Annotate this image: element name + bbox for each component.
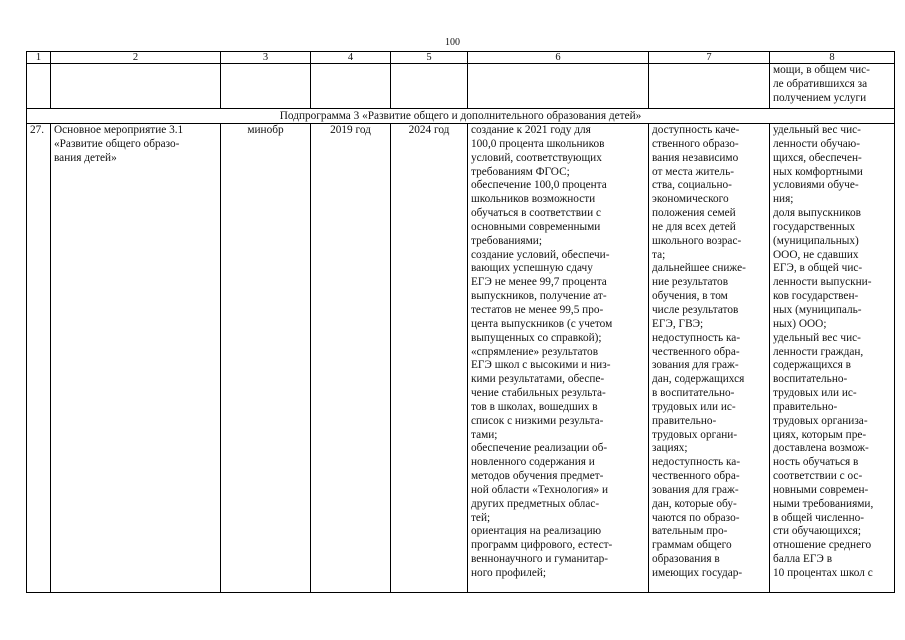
text-line: новными современ- bbox=[773, 483, 869, 496]
text-line: ленности выпускни- bbox=[773, 276, 872, 289]
indicator-cell bbox=[770, 124, 895, 593]
text-line: содержащихся в bbox=[773, 359, 852, 372]
text-line: обучения, в том bbox=[652, 290, 728, 303]
column-number: 7 bbox=[649, 52, 770, 64]
text-line: ле обратившихся за bbox=[773, 77, 868, 90]
text-line: ние результатов bbox=[652, 276, 729, 289]
text-line: создание к 2021 году для bbox=[471, 124, 591, 136]
column-number: 4 bbox=[311, 52, 391, 64]
text-line: кими результатами, обеспе- bbox=[471, 373, 605, 386]
text-line: тестатов не менее 99,5 про- bbox=[471, 303, 604, 316]
executor-cell: минобр bbox=[221, 124, 311, 593]
text-line: доставлена возмож- bbox=[773, 442, 869, 455]
text-line: вательным про- bbox=[652, 525, 728, 538]
text-line: в общей численно- bbox=[773, 511, 865, 524]
text-line: циях, которым пре- bbox=[773, 428, 867, 441]
indicator-continuation-cell bbox=[770, 64, 895, 109]
text-line: новленного содержания и bbox=[471, 456, 595, 469]
text-line: чаются по образо- bbox=[652, 511, 740, 524]
text-line: выпущенных со справкой); bbox=[471, 331, 602, 344]
text-line: вания независимо bbox=[652, 151, 739, 164]
text-line: ленности обучаю- bbox=[773, 137, 861, 150]
text-line: трудовых или ис- bbox=[773, 387, 857, 400]
text-line: трудовых организа- bbox=[773, 414, 868, 427]
column-number: 1 bbox=[27, 52, 51, 64]
text-line: удельный вес чис- bbox=[773, 331, 861, 344]
empty-cell bbox=[311, 64, 391, 109]
text-line: числе результатов bbox=[652, 303, 739, 316]
text-line: «Развитие общего образо- bbox=[54, 137, 180, 150]
column-number: 5 bbox=[391, 52, 468, 64]
text-line: ЕГЭ, в общей чис- bbox=[773, 262, 863, 275]
text-line: программ цифрового, естест- bbox=[471, 539, 613, 552]
start-year-cell: 2019 год bbox=[311, 124, 391, 593]
text-line: веннонаучного и гуманитар- bbox=[471, 553, 609, 566]
column-number: 2 bbox=[51, 52, 221, 64]
text-line: не для всех детей bbox=[652, 220, 736, 233]
text-line: дан, содержащихся bbox=[652, 373, 745, 386]
text-line: получением услуги bbox=[773, 91, 867, 104]
text-line: обеспечение 100,0 процента bbox=[471, 179, 607, 192]
text-line: обучаться в соответствии с bbox=[471, 207, 601, 220]
text-line: чественного обра- bbox=[652, 470, 740, 483]
text-line: 100,0 процента школьников bbox=[471, 137, 605, 150]
text-line: государственных bbox=[773, 220, 856, 233]
text-line: ных) ООО; bbox=[773, 317, 827, 330]
text-line: доля выпускников bbox=[773, 207, 862, 220]
text-line: трудовых или ис- bbox=[652, 400, 736, 413]
text-line: тами; bbox=[471, 428, 498, 441]
continuation-row bbox=[27, 64, 895, 109]
text-line: имеющих государ- bbox=[652, 567, 743, 579]
text-line: цента выпускников (с учетом bbox=[471, 317, 613, 330]
text-line: ЕГЭ школ с высокими и низ- bbox=[471, 359, 611, 372]
text-line: ленности граждан, bbox=[773, 345, 864, 358]
text-line: тей; bbox=[471, 511, 491, 524]
text-line: правительно- bbox=[652, 414, 717, 427]
text-line: в воспитательно- bbox=[652, 387, 735, 400]
text-line: трудовых органи- bbox=[652, 428, 738, 441]
text-line: щихся, обеспечен- bbox=[773, 151, 862, 164]
text-line: ными требованиями, bbox=[773, 497, 874, 510]
text-line: условий, соответствующих bbox=[471, 151, 602, 164]
text-line: сти обучающихся; bbox=[773, 525, 861, 538]
column-number: 8 bbox=[770, 52, 895, 64]
text-line: основными современными bbox=[471, 220, 601, 233]
text-line: вания детей» bbox=[54, 151, 117, 164]
text-line: тов в школах, вошедших в bbox=[471, 400, 598, 413]
text-line: (муниципальных) bbox=[773, 234, 859, 247]
text-line: школьного возрас- bbox=[652, 234, 742, 247]
empty-cell bbox=[27, 64, 51, 109]
column-number: 3 bbox=[221, 52, 311, 64]
text-line: ков государствен- bbox=[773, 290, 859, 303]
text-line: соответствии с ос- bbox=[773, 470, 863, 483]
column-number-row bbox=[27, 52, 895, 64]
expected-result-cell bbox=[468, 124, 649, 593]
page-number: 100 bbox=[445, 37, 460, 48]
text-line: образования в bbox=[652, 553, 720, 566]
text-line: ООО, не сдавших bbox=[773, 248, 859, 261]
text-line: удельный вес чис- bbox=[773, 124, 861, 136]
text-line: воспитательно- bbox=[773, 373, 848, 386]
text-line: чественного обра- bbox=[652, 345, 740, 358]
text-line: положения семей bbox=[652, 207, 736, 220]
text-line: экономического bbox=[652, 193, 729, 206]
text-line: недоступность ка- bbox=[652, 456, 741, 469]
text-line: мощи, в общем чис- bbox=[773, 64, 870, 76]
empty-cell bbox=[468, 64, 649, 109]
text-line: ных комфортными bbox=[773, 165, 863, 178]
text-line: ЕГЭ, ГВЭ; bbox=[652, 317, 704, 330]
text-line: дан, которые обу- bbox=[652, 497, 737, 510]
empty-cell bbox=[51, 64, 221, 109]
text-line: школьников возможности bbox=[471, 193, 596, 206]
empty-cell bbox=[391, 64, 468, 109]
text-line: зования для граж- bbox=[652, 483, 739, 496]
text-line: ственного образо- bbox=[652, 137, 739, 150]
text-line: обеспечение реализации об- bbox=[471, 442, 608, 455]
text-line: от места житель- bbox=[652, 165, 734, 178]
text-line: условиями обуче- bbox=[773, 179, 859, 192]
text-line: «спрямление» результатов bbox=[471, 345, 599, 358]
text-line: граммам общего bbox=[652, 539, 732, 552]
text-line: ного профилей; bbox=[471, 567, 547, 579]
text-line: ния; bbox=[773, 193, 794, 206]
text-line: ной области «Технология» и bbox=[471, 483, 609, 496]
column-number: 6 bbox=[468, 52, 649, 64]
subprogram-title: Подпрограмма 3 «Развитие общего и дополнительного образования детей» bbox=[27, 109, 895, 124]
empty-cell bbox=[649, 64, 770, 109]
text-line: других предметных облас- bbox=[471, 497, 600, 510]
text-line: ность обучаться в bbox=[773, 456, 859, 469]
row-number: 27. bbox=[27, 124, 51, 593]
text-line: дальнейшее сниже- bbox=[652, 262, 746, 275]
text-line: зациях; bbox=[652, 442, 688, 455]
program-table bbox=[26, 51, 895, 593]
text-line: Основное мероприятие 3.1 bbox=[54, 124, 184, 136]
empty-cell bbox=[221, 64, 311, 109]
text-line: ных (муниципаль- bbox=[773, 303, 862, 316]
text-line: та; bbox=[652, 248, 666, 261]
subprogram-row bbox=[27, 109, 895, 124]
text-line: создание условий, обеспечи- bbox=[471, 248, 610, 261]
text-line: зования для граж- bbox=[652, 359, 739, 372]
text-line: 10 процентах школ с bbox=[773, 567, 873, 579]
text-line: недоступность ка- bbox=[652, 331, 741, 344]
text-line: балла ЕГЭ в bbox=[773, 553, 833, 566]
text-line: ориентация на реализацию bbox=[471, 525, 602, 538]
text-line: ЕГЭ не менее 99,7 процента bbox=[471, 276, 607, 289]
text-line: требованиям ФГОС; bbox=[471, 165, 570, 178]
activity-name-cell bbox=[51, 124, 221, 593]
text-line: отношение среднего bbox=[773, 539, 872, 552]
text-line: чение стабильных результа- bbox=[471, 387, 606, 400]
activity-row bbox=[27, 124, 895, 593]
text-line: доступность каче- bbox=[652, 124, 740, 136]
text-line: методов обучения предмет- bbox=[471, 470, 604, 483]
text-line: список с низкими результа- bbox=[471, 414, 604, 427]
text-line: вающих успешную сдачу bbox=[471, 262, 593, 275]
text-line: выпускников, получение ат- bbox=[471, 290, 607, 303]
consequence-cell bbox=[649, 124, 770, 593]
text-line: правительно- bbox=[773, 400, 838, 413]
text-line: ства, социально- bbox=[652, 179, 732, 192]
end-year-cell: 2024 год bbox=[391, 124, 468, 593]
text-line: требованиями; bbox=[471, 234, 542, 247]
